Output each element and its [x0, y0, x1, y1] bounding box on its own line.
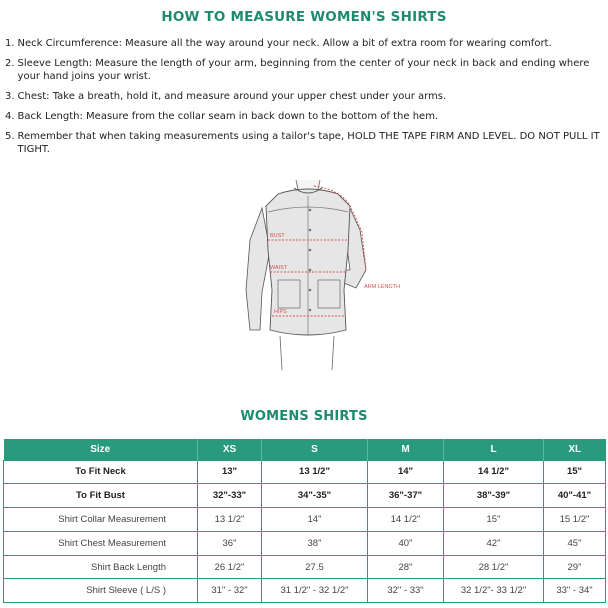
table-cell: 13 1/2" [262, 460, 368, 484]
instruction-text: Back Length: Measure from the collar seam in back down to the bottom of the hem. [17, 110, 439, 122]
column-header: Size [4, 439, 198, 460]
table-cell: 32 1/2"- 33 1/2" [444, 579, 544, 603]
table-cell: 33" - 34" [544, 579, 606, 603]
table-cell: 15" [444, 508, 544, 532]
hips-label: HIPS [274, 309, 287, 315]
table-row [4, 579, 606, 603]
page-title: HOW TO MEASURE WOMEN'S SHIRTS [161, 9, 447, 25]
table-cell: 45" [544, 531, 606, 555]
table-cell: 15 1/2" [544, 508, 606, 532]
instruction-text: Sleeve Length: Measure the length of your arm, beginning from the center of your neck in back and ending where your hand joins your wrist. [17, 58, 590, 82]
instruction-item: 3. Chest: Take a breath, hold it, and measure around your upper chest under your arms. [5, 91, 605, 104]
table-cell: 14" [262, 508, 368, 532]
instruction-item: 4. Back Length: Measure from the collar seam in back down to the bottom of the hem. [5, 111, 605, 124]
column-header: M [368, 439, 444, 460]
table-cell: 26 1/2" [198, 555, 262, 579]
table-cell: 29" [544, 555, 606, 579]
table-row [4, 460, 606, 484]
waist-label: WAIST [270, 265, 288, 271]
column-header: XL [544, 439, 606, 460]
table-cell: 28" [368, 555, 444, 579]
table-cell: 42" [444, 531, 544, 555]
arm-length-label: ARM LENGTH [364, 284, 401, 290]
row-label: Shirt Chest Measurement [4, 531, 198, 555]
column-header: XS [198, 439, 262, 460]
table-header-row [4, 439, 606, 460]
table-cell: 13" [198, 460, 262, 484]
table-cell: 38" [262, 531, 368, 555]
table-cell: 32" - 33" [368, 579, 444, 603]
row-label: To Fit Bust [4, 484, 198, 508]
row-label: Shirt Sleeve ( L/S ) [4, 579, 198, 603]
table-cell: 38"-39" [444, 484, 544, 508]
table-row [4, 508, 606, 532]
table-cell: 40"-41" [544, 484, 606, 508]
bust-label: BUST [270, 233, 285, 239]
table-cell: 14 1/2" [368, 508, 444, 532]
table-cell: 15" [544, 460, 606, 484]
column-header: L [444, 439, 544, 460]
table-cell: 36" [198, 531, 262, 555]
table-cell: 28 1/2" [444, 555, 544, 579]
table-cell: 34"-35" [262, 484, 368, 508]
table-cell: 14" [368, 460, 444, 484]
instruction-text: Chest: Take a breath, hold it, and measure around your upper chest under your arms. [17, 90, 447, 102]
row-label: Shirt Collar Measurement [4, 508, 198, 532]
table-cell: 31 1/2" - 32 1/2" [262, 579, 368, 603]
table-row [4, 555, 606, 579]
shirt-measure-illustration [228, 180, 401, 370]
instruction-item: 1. Neck Circumference: Measure all the way around your neck. Allow a bit of extra room for wearing comfort. [5, 38, 605, 51]
instructions-list [5, 38, 605, 164]
table-cell: 27.5 [262, 555, 368, 579]
size-chart-table [3, 439, 606, 603]
row-label: Shirt Back Length [4, 555, 198, 579]
table-cell: 32"-33" [198, 484, 262, 508]
table-cell: 14 1/2" [444, 460, 544, 484]
table-title: WOMENS SHIRTS [240, 409, 368, 424]
column-header: S [262, 439, 368, 460]
table-cell: 31" - 32" [198, 579, 262, 603]
instruction-text: Neck Circumference: Measure all the way around your neck. Allow a bit of extra room for wearing comfort. [17, 38, 552, 49]
table-row [4, 531, 606, 555]
table-row [4, 484, 606, 508]
table-cell: 13 1/2" [198, 508, 262, 532]
table-cell: 40" [368, 531, 444, 555]
instruction-item: 2. Sleeve Length: Measure the length of your arm, beginning from the center of your neck in back and ending where your hand joins your wrist. [5, 58, 605, 83]
table-cell: 36"-37" [368, 484, 444, 508]
instruction-item: 5. Remember that when taking measurements using a tailor's tape, HOLD THE TAPE FIRM AND LEVEL. DO NOT PULL IT TIGHT. [5, 131, 605, 156]
row-label: To Fit Neck [4, 460, 198, 484]
instruction-text: Remember that when taking measurements using a tailor's tape, HOLD THE TAPE FIRM AND LEVEL. DO NOT PULL IT TIGHT. [17, 130, 600, 155]
